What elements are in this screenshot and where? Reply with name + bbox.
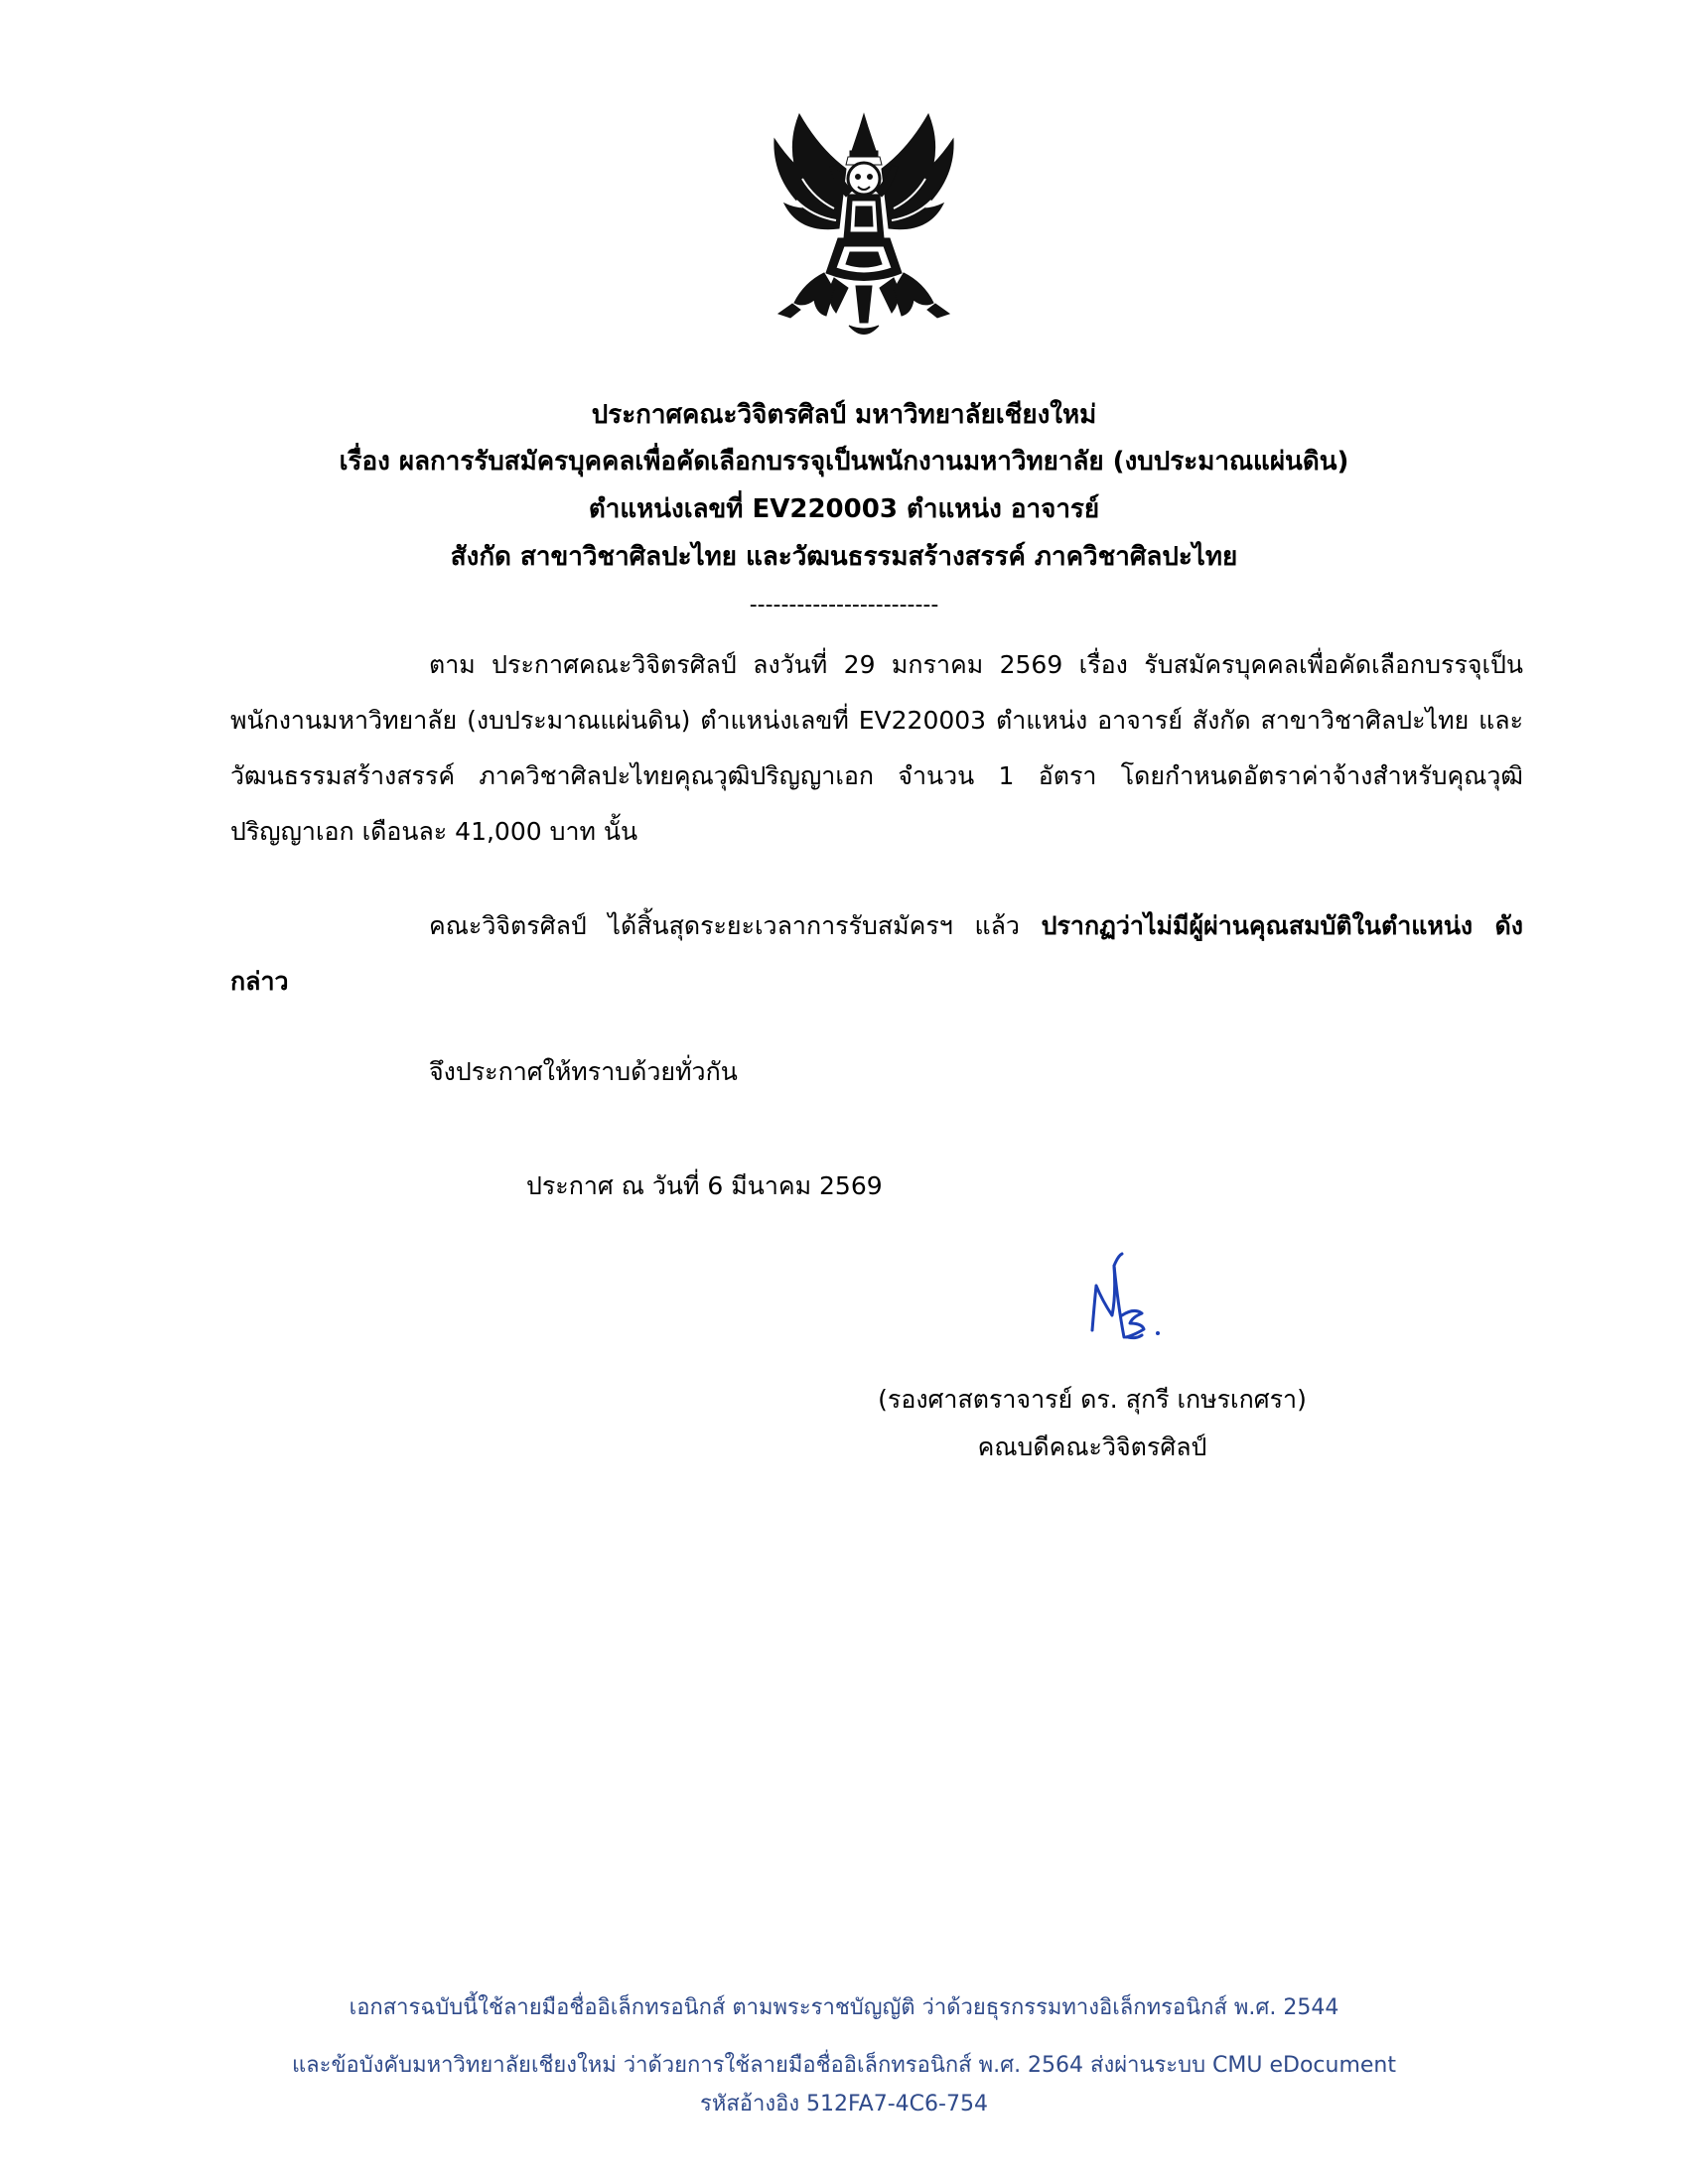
body-paragraph-2	[230, 898, 1523, 1010]
footer-reference-code: รหัสอ้างอิง 512FA7-4C6-754	[700, 2092, 988, 2116]
announcement-title: ประกาศคณะวิจิตรศิลป์ มหาวิทยาลัยเชียงใหม่	[591, 400, 1097, 430]
subject-line: เรื่อง ผลการรับสมัครบุคคลเพื่อคัดเลือกบรรจุเป็นพนักงานมหาวิทยาลัย (งบประมาณแผ่นดิน)	[339, 447, 1349, 477]
body-paragraph-1: ตาม ประกาศคณะวิจิตรศิลป์ ลงวันที่ 29 มกราคม 2569 เรื่อง รับสมัครบุคคลเพื่อคัดเลือกบรรจุเป็นพนักงานมหาวิทยาลัย (งบประมาณแผ่นดิน) ตำแหน่งเลขที่ EV220003 ตำแหน่ง อาจารย์ สังกัด สาขาวิชาศิลปะไทย และวัฒนธรรมสร้างสรรค์ ภาควิชาศิลปะไทยคุณวุฒิปริญญาเอก จำนวน 1 อัตรา โดยกำหนดอัตราค่าจ้างสำหรับคุณวุฒิปริญญาเอก เดือนละ 41,000 บาท นั้น	[230, 650, 1523, 846]
announcement-closing: จึงประกาศให้ทราบด้วยทั่วกัน	[429, 1057, 738, 1086]
footer-line-2: และข้อบังคับมหาวิทยาลัยเชียงใหม่ ว่าด้วยการใช้ลายมือชื่ออิเล็กทรอนิกส์ พ.ศ. 2564 ส่งผ่านระบบ CMU eDocument	[292, 2053, 1396, 2078]
signer-name: (รองศาสตราจารย์ ดร. สุกรี เกษรเกศรา)	[878, 1385, 1307, 1414]
result-statement: ปรากฏว่าไม่มีผู้ผ่านคุณสมบัติในตำแหน่ง ดังกล่าว	[230, 911, 1523, 996]
garuda-emblem-icon	[765, 109, 963, 347]
result-intro-text: คณะวิจิตรศิลป์ ได้สิ้นสุดระยะเวลาการรับสมัครฯ แล้ว	[429, 911, 1042, 940]
position-line: ตำแหน่งเลขที่ EV220003 ตำแหน่ง อาจารย์	[588, 494, 1100, 524]
signer-title: คณบดีคณะวิจิตรศิลป์	[977, 1433, 1207, 1461]
department-line: สังกัด สาขาวิชาศิลปะไทย และวัฒนธรรมสร้างสรรค์ ภาควิชาศิลปะไทย	[450, 542, 1238, 572]
heading-divider: ------------------------	[749, 593, 939, 617]
footer-line-1: เอกสารฉบับนี้ใช้ลายมือชื่ออิเล็กทรอนิกส์ ตามพระราชบัญญัติ ว่าด้วยธุรกรรมทางอิเล็กทรอนิกส์ พ.ศ. 2544	[349, 1995, 1339, 2020]
announcement-date: ประกาศ ณ วันที่ 6 มีนาคม 2569	[526, 1171, 883, 1200]
handwritten-signature	[1072, 1246, 1192, 1355]
